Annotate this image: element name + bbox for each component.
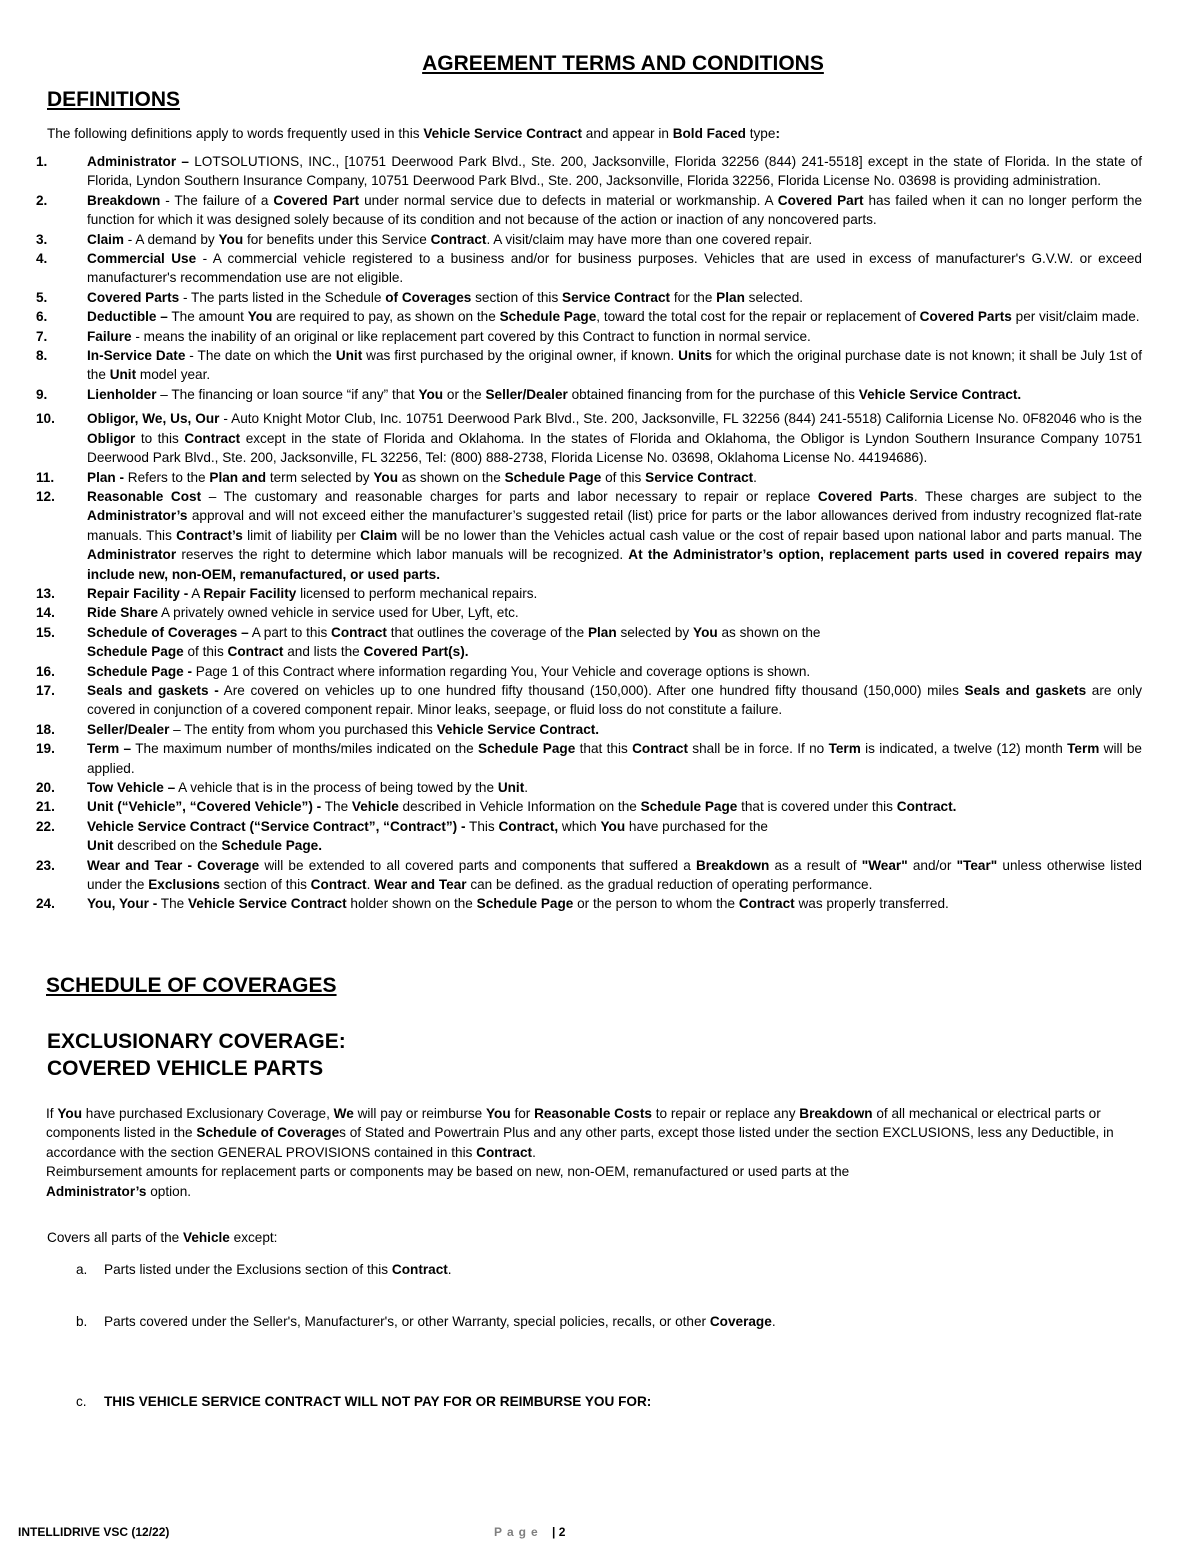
definition-number: 6. <box>36 309 48 325</box>
bold-term: Schedule Page <box>478 741 576 757</box>
definition-item <box>36 623 1142 662</box>
bold-term: Schedule Page <box>504 469 602 485</box>
text-run: of all mechanical or electrical parts or components listed in the <box>46 1106 1101 1141</box>
bold-term: We <box>333 1106 354 1121</box>
text-run: - A demand by <box>124 231 219 247</box>
bold-term: Covered Parts <box>87 289 180 305</box>
text-run: A vehicle that is in the process of being towed by the <box>175 780 498 795</box>
definition-item <box>36 230 1142 249</box>
definitions-heading: DEFINITIONS <box>47 88 181 111</box>
definition-text <box>87 797 1142 816</box>
definition-number: 17. <box>36 682 55 698</box>
definition-number: 23. <box>36 857 55 873</box>
bold-term: Contract <box>227 644 284 660</box>
definition-number: 13. <box>36 585 55 601</box>
text-run: and lists the <box>283 644 364 660</box>
definition-text <box>87 739 1142 778</box>
bold-term: Contract’s <box>176 527 243 543</box>
text-run: or the <box>443 386 486 402</box>
text-run: are only covered in conjunction of a covered component repair. Minor leaks, seepage, or fluid loss do not constitute a failure. <box>87 682 1143 718</box>
text-run: and/or <box>907 857 957 873</box>
bold-term: Seller/Dealer <box>87 721 170 737</box>
text-run: . <box>532 1144 536 1160</box>
text-run: Are covered on vehicles up to one hundred fifty thousand (150,000). After one hundred fifty thousand (150,000) miles <box>218 682 965 698</box>
text-run: The amount <box>167 309 248 325</box>
definition-item <box>36 894 1142 913</box>
bold-term: Wear and Tear - Coverage <box>87 857 260 873</box>
bold-term: You <box>418 386 444 402</box>
exception-letter: a. <box>76 1262 88 1277</box>
bold-term: Plan - <box>87 469 125 485</box>
bold-term: Breakdown <box>695 857 770 873</box>
bold-term: Plan <box>587 624 617 640</box>
bold-term: Contract. <box>896 799 957 815</box>
text-run: – The financing or loan source “if any” that <box>156 386 419 402</box>
definition-text <box>87 623 1142 662</box>
definition-text <box>87 249 1142 288</box>
bold-term: Repair Facility - <box>87 585 189 601</box>
bold-term: Wear and Tear <box>374 877 467 893</box>
definition-text <box>87 152 1142 191</box>
definition-item <box>36 797 1142 816</box>
bold-term: Contract <box>632 741 688 757</box>
bold-term: Vehicle Service Contract <box>187 896 347 912</box>
text-run: can be defined. as the gradual reduction of operating performance. <box>466 877 873 893</box>
text-run: - A commercial vehicle registered to a business and/or for business purposes. Vehicles that are used in excess of manufacturer's G.V.W. or exceed manufacturer's recommendation use are not eligible. <box>87 251 1142 286</box>
definition-number: 8. <box>36 348 48 364</box>
definition-number: 24. <box>36 896 55 912</box>
bold-term: Term – <box>87 741 132 757</box>
text-run: - The failure of a <box>160 192 274 208</box>
text-run: which <box>558 818 601 834</box>
definition-text <box>87 288 1142 307</box>
text-run: per visit/claim made. <box>1011 309 1140 325</box>
text-run: Parts covered under the Seller's, Manufacturer's, or other Warranty, special policies, recalls, or other <box>104 1314 710 1329</box>
text-run: A <box>188 585 204 601</box>
bold-term: Failure <box>87 328 132 344</box>
text-run: . A visit/claim may have more than one covered repair. <box>486 231 813 247</box>
bold-term: You, Your - <box>87 896 158 912</box>
text-run: licensed to perform mechanical repairs. <box>296 585 538 601</box>
definition-text <box>87 894 1142 913</box>
bold-term: Obligor <box>87 430 136 446</box>
exception-letter: b. <box>76 1314 88 1329</box>
bold-term: Ride Share <box>87 605 159 621</box>
bold-term: Schedule Page <box>87 644 184 660</box>
text-run: . <box>524 780 529 795</box>
bold-term: Covered Part <box>273 192 360 208</box>
bold-term: Vehicle <box>183 1230 230 1245</box>
text-run: This <box>465 818 499 834</box>
bold-term: Obligor, We, Us, Our <box>87 411 220 427</box>
definition-item <box>36 720 1142 739</box>
exclusionary-coverage-heading <box>47 1028 346 1082</box>
text-run: that this <box>575 741 633 757</box>
bold-term: Lienholder <box>87 386 157 402</box>
text-run: LOTSOLUTIONS, INC., [10751 Deerwood Park Blvd., Ste. 200, Jacksonville, Florida 32256 (844) 241-5518] except in the state of Florida. In the state of Florida, Lyndon Southern Insurance Company, 10751 Deerwood Park Blvd., Ste. 200, Jacksonville, Florida 32256, Florida License No. 03698 is providing administration. <box>87 154 1142 189</box>
exception-text <box>104 1312 776 1331</box>
text-run: have purchased for the <box>625 818 768 834</box>
definition-text <box>87 720 1142 739</box>
text-run: for <box>510 1106 535 1121</box>
bold-term: Vehicle Service Contract (“Service Contract”, “Contract”) - <box>87 818 466 834</box>
text-run: described on the <box>113 838 222 854</box>
definition-number: 21. <box>36 799 55 815</box>
definition-item <box>36 778 1142 797</box>
bold-term: You <box>600 818 626 834</box>
text-run: A privately owned vehicle in service used for Uber, Lyft, etc. <box>158 605 519 621</box>
text-run: is indicated, a twelve (12) month <box>860 741 1068 757</box>
exception-text <box>104 1260 452 1279</box>
text-run: - The date on which the <box>185 348 336 364</box>
bold-term: Covered Parts <box>817 488 914 504</box>
bold-term: Covered Part(s). <box>363 644 469 660</box>
definition-number: 5. <box>36 289 48 305</box>
definition-text <box>87 468 1142 487</box>
definition-text <box>87 584 1142 603</box>
bold-term: You <box>693 624 718 640</box>
definition-number: 7. <box>36 328 48 344</box>
text-run: – The entity from whom you purchased this <box>169 721 437 737</box>
text-run: - The parts listed in the Schedule <box>179 289 386 305</box>
text-run: will be extended to all covered parts and components that suffered a <box>259 857 696 873</box>
text-run: or the person to whom the <box>573 896 739 912</box>
bold-term: Coverage <box>709 1314 772 1329</box>
text-run: The <box>157 896 188 912</box>
text-run: – The customary and reasonable charges for parts and labor necessary to repair or replace <box>201 488 818 504</box>
bold-term: Schedule of Coverage <box>196 1125 340 1141</box>
definition-item <box>36 307 1142 326</box>
text-run: will be applied. <box>87 741 1142 776</box>
text-run: to repair or replace any <box>651 1106 800 1121</box>
text-run: will be no lower than the Vehicles actual cash value or the cost of repair based upon national labor and parts manual. The <box>397 527 1142 543</box>
bold-term: Seller/Dealer <box>485 386 568 402</box>
text-run: will pay or reimburse <box>353 1106 486 1121</box>
footer-form-id: INTELLIDRIVE VSC (12/22) <box>18 1525 170 1539</box>
bold-term: Administrator’s <box>87 508 188 524</box>
bold-term: You <box>57 1106 83 1121</box>
definition-item <box>36 603 1142 622</box>
bold-term: Exclusions <box>148 877 220 893</box>
text-run: to this <box>135 430 185 446</box>
bold-term: Claim <box>360 527 398 543</box>
text-run: as shown on the <box>398 469 505 485</box>
text-run: except: <box>229 1230 278 1245</box>
bold-term: Units <box>678 348 713 364</box>
text-run: of this <box>601 469 646 485</box>
exception-item <box>76 1392 651 1411</box>
definition-text <box>87 409 1142 467</box>
definition-text <box>87 603 1142 622</box>
text-run: that is covered under this <box>737 799 897 815</box>
covers-line <box>47 1228 277 1247</box>
definition-text <box>87 817 1142 856</box>
text-run: section of this <box>471 289 563 305</box>
text-run: except in the state of Florida and Oklahoma. In the states of Florida and Oklahoma, the Obligor is Lyndon Southern Insurance Company 10751 Deerwood Park Blvd., Ste. 200, Jacksonville, FL 32256, Tel: (800) 888-2738, Florida License No. 03698, Oklahoma License No. 44194686). <box>87 430 1143 466</box>
bold-term: Service Contract <box>562 289 671 305</box>
text-run: are required to pay, as shown on the <box>272 309 500 325</box>
text-run: Page 1 of this Contract where information regarding You, Your Vehicle and coverage options is shown. <box>192 663 811 679</box>
definition-text <box>87 778 1142 797</box>
bold-term: Reasonable Cost <box>87 488 202 504</box>
text-run: selected by <box>616 624 694 640</box>
text-run: that outlines the coverage of the <box>386 624 588 640</box>
definition-number: 1. <box>36 154 48 169</box>
footer-page-label: Page <box>494 1525 543 1539</box>
definition-item <box>36 385 1142 404</box>
bold-term: Seals and gaskets <box>964 682 1087 698</box>
definition-number: 14. <box>36 605 55 621</box>
text-run: holder shown on the <box>346 896 477 912</box>
text-run: obtained financing from for the purchase of this <box>567 386 859 402</box>
text-run: model year. <box>136 367 211 383</box>
definition-number: 4. <box>36 251 48 267</box>
text-run: A part to this <box>248 624 332 640</box>
definition-item <box>36 817 1142 856</box>
text-run: s of Stated and Powertrain Plus and any other parts, except those listed under the section EXCLUSIONS, less any Deductible, in accordance with the section GENERAL PROVISIONS contained in this <box>46 1125 1114 1160</box>
bold-term: Plan and <box>209 469 267 485</box>
text-run: option. <box>146 1183 192 1199</box>
exception-text <box>104 1392 651 1411</box>
definition-text <box>87 327 1142 346</box>
definition-number: 3. <box>36 231 48 247</box>
bold-term: Covered Parts <box>919 309 1012 325</box>
definition-item <box>36 856 1142 895</box>
schedule-of-coverages-heading: SCHEDULE OF COVERAGES <box>46 974 337 997</box>
definition-item <box>36 662 1142 681</box>
bold-term: Unit <box>109 367 137 383</box>
definition-item <box>36 152 1142 191</box>
bold-term: Schedule Page <box>640 799 738 815</box>
bold-term: Contract <box>310 877 367 893</box>
bold-term: Claim <box>87 231 125 247</box>
bold-term: Commercial Use <box>87 251 197 267</box>
text-run: for benefits under this Service <box>243 231 431 247</box>
bold-term: Vehicle Service Contract. <box>858 386 1022 402</box>
bold-term: Deductible – <box>87 309 168 325</box>
bold-term: Seals and gaskets - <box>87 682 219 698</box>
definition-text <box>87 346 1142 385</box>
bold-term: Breakdown <box>87 192 161 208</box>
text-run: of this <box>183 644 228 660</box>
definition-text <box>87 385 1142 404</box>
text-run: for the <box>670 289 717 305</box>
bold-term: You <box>218 231 244 247</box>
bold-term: Contract <box>391 1262 448 1277</box>
exclusionary-heading-line-2: COVERED VEHICLE PARTS <box>47 1057 324 1080</box>
text-run: . <box>366 877 375 893</box>
text-run: under normal service due to defects in material or workmanship. A <box>359 192 778 208</box>
text-run: - Auto Knight Motor Club, Inc. 10751 Deerwood Park Blvd., Ste. 200, Jacksonville, FL 32256 (844) 241-5518) California License No. 0F82046 who is the <box>219 411 1142 427</box>
definition-item <box>36 584 1142 603</box>
definitions-intro: The following definitions apply to words frequently used in this Vehicle Service Contract and appear in Bold Faced type: <box>47 126 780 141</box>
definition-text <box>87 191 1142 230</box>
text-run: reserves the right to determine which labor manuals will be recognized. <box>176 547 629 563</box>
bold-term: Contract <box>184 430 241 446</box>
bold-term: Repair Facility <box>203 585 297 601</box>
bold-term: THIS VEHICLE SERVICE CONTRACT WILL NOT PAY FOR OR REIMBURSE YOU FOR: <box>104 1394 652 1409</box>
bold-term: Schedule Page <box>499 309 597 325</box>
definition-item <box>36 739 1142 778</box>
text-run: Parts listed under the Exclusions section of this <box>104 1262 392 1277</box>
text-run: The <box>321 799 352 815</box>
footer-page-number: | 2 <box>552 1525 566 1539</box>
text-run: - means the inability of an original or like replacement part covered by this Contract to function in normal service. <box>131 328 811 344</box>
text-run: If <box>46 1106 58 1121</box>
definitions-list <box>36 152 1142 914</box>
bold-term: Vehicle Service Contract. <box>436 721 600 737</box>
bold-term: You <box>247 309 273 325</box>
bold-term: Unit <box>335 348 363 364</box>
definition-text <box>87 230 1142 249</box>
definition-text <box>87 856 1142 895</box>
bold-term: In-Service Date <box>87 348 186 364</box>
text-run: as shown on the <box>717 624 821 640</box>
bold-term: Tow Vehicle – <box>87 780 176 795</box>
text-run: has failed when it can no longer perform the function for which it was designed solely because of its condition and not because of the action or inaction of any noncovered parts. <box>87 192 1143 228</box>
definition-item <box>36 487 1142 584</box>
text-run: selected. <box>744 289 804 305</box>
bold-term: Reasonable Costs <box>534 1106 652 1121</box>
bold-term: Term <box>828 741 861 757</box>
page-title: AGREEMENT TERMS AND CONDITIONS <box>422 52 824 75</box>
bold-term: At the Administrator’s option, replacement parts used in covered repairs may include new, non-OEM, remanufactured, or used parts. <box>87 547 1143 582</box>
definition-text <box>87 662 1142 681</box>
coverage-paragraph <box>46 1104 1146 1201</box>
definition-item <box>36 191 1142 230</box>
text-run: Refers to the <box>124 469 210 485</box>
text-run: The maximum number of months/miles indicated on the <box>131 741 479 757</box>
bold-term: Schedule Page <box>476 896 574 912</box>
bold-term: Contract <box>331 624 387 640</box>
definition-number: 11. <box>36 469 55 485</box>
bold-term: You <box>486 1106 511 1121</box>
definition-number: 12. <box>36 488 55 504</box>
definition-number: 19. <box>36 741 55 757</box>
text-run: described in Vehicle Information on the <box>398 799 641 815</box>
bold-term: Breakdown <box>799 1106 873 1121</box>
definition-item <box>36 249 1142 288</box>
bold-term: Contract <box>476 1144 533 1160</box>
bold-term: Contract <box>738 896 795 912</box>
text-run: Covers all parts of the <box>47 1230 183 1245</box>
bold-term: of Coverages <box>385 289 472 305</box>
definition-item <box>36 468 1142 487</box>
bold-term: Unit (“Vehicle”, “Covered Vehicle”) - <box>87 799 322 815</box>
bold-term: You <box>373 469 399 485</box>
text-run: for which the original purchase date is not known; it shall be July 1st of the <box>87 348 1142 383</box>
definition-item <box>36 409 1142 467</box>
text-run: Reimbursement amounts for replacement parts or components may be based on new, non-OEM, remanufactured or used parts at the <box>46 1164 850 1180</box>
definition-item <box>36 327 1142 346</box>
text-run: . <box>447 1262 452 1277</box>
text-run: section of this <box>220 877 311 893</box>
exclusionary-heading-line-1: EXCLUSIONARY COVERAGE: <box>47 1030 346 1053</box>
definition-item <box>36 681 1142 720</box>
definition-number: 16. <box>36 663 55 679</box>
bold-term: Plan <box>716 289 745 305</box>
bold-term: Service Contract <box>645 469 754 485</box>
text-run: . <box>753 469 757 485</box>
definition-number: 9. <box>36 386 48 402</box>
exception-letter: c. <box>76 1394 87 1409</box>
bold-term: "Tear" <box>956 857 998 873</box>
text-run: have purchased Exclusionary Coverage, <box>82 1106 334 1121</box>
text-run: , toward the total cost for the repair or replacement of <box>596 309 920 325</box>
text-run: limit of liability per <box>242 527 361 543</box>
bold-term: Vehicle <box>351 799 399 815</box>
text-run: term selected by <box>266 469 374 485</box>
definition-number: 2. <box>36 192 48 208</box>
definition-number: 18. <box>36 721 55 737</box>
text-run: shall be in force. If no <box>687 741 829 757</box>
exception-item <box>76 1260 452 1279</box>
definition-item <box>36 288 1142 307</box>
exception-item <box>76 1312 776 1331</box>
bold-term: "Wear" <box>861 857 908 873</box>
definition-number: 20. <box>36 780 55 795</box>
definition-item <box>36 346 1142 385</box>
text-run: as a result of <box>769 857 862 873</box>
text-run: was first purchased by the original owner, if known. <box>362 348 679 364</box>
definition-text <box>87 681 1142 720</box>
definition-number: 15. <box>36 624 55 640</box>
text-run: approval and will not exceed either the manufacturer’s suggested retail (list) price for parts or the labor allowances derived from industry recognized flat-rate manuals. This <box>87 508 1142 543</box>
bold-term: Schedule Page. <box>221 838 322 854</box>
definition-number: 22. <box>36 818 55 834</box>
bold-term: Contract, <box>498 818 559 834</box>
definition-number: 10. <box>36 411 55 427</box>
bold-term: Schedule of Coverages – <box>87 624 249 640</box>
bold-term: Term <box>1067 741 1100 757</box>
bold-term: Administrator’s <box>46 1183 147 1199</box>
bold-term: Covered Part <box>777 192 864 208</box>
definition-text <box>87 307 1142 326</box>
bold-term: Contract <box>430 231 487 247</box>
bold-term: Administrator – <box>87 154 189 169</box>
definition-text <box>87 487 1142 584</box>
bold-term: Administrator <box>87 547 177 563</box>
text-run: . <box>771 1314 776 1329</box>
bold-term: Unit <box>497 780 525 795</box>
text-run: unless otherwise listed under the <box>87 857 1142 893</box>
text-run: was properly transferred. <box>794 896 949 912</box>
bold-term: Schedule Page - <box>87 663 193 679</box>
text-run: . These charges are subject to the <box>913 488 1142 504</box>
bold-term: Unit <box>87 838 114 854</box>
